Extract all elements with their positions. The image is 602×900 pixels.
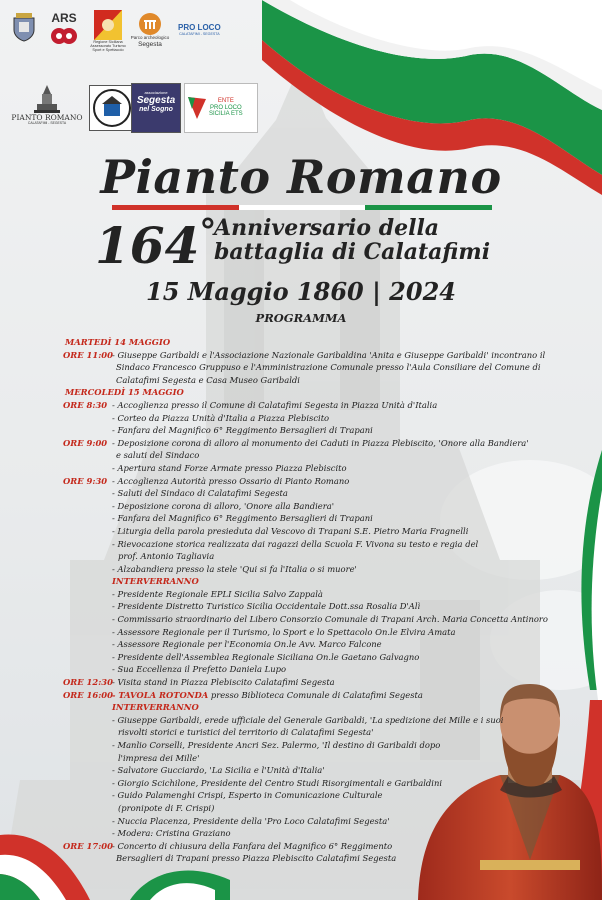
trinacria-icon — [94, 10, 122, 40]
regione-sicilia-logo — [86, 10, 130, 53]
entry-line: - Liturgia della parola presieduta dal Vescovo di Trapani S.E. Pietro Maria Fragnelli — [112, 525, 469, 536]
entry-line: - Concerto di chiusura della Fanfara del Magnifico 6° Reggimento — [112, 840, 393, 851]
speaker-line: - Modera: Cristina Graziano — [112, 828, 231, 839]
speaker-line: - Giorgio Scichilone, Presidente del Centro Studi Risorgimentali e Garibaldini — [112, 777, 443, 788]
monument-icon — [32, 84, 62, 114]
event-date: 15 Maggio 1860 | 2024 — [146, 277, 456, 306]
tavola-rotonda-label: - TAVOLA ROTONDA — [112, 689, 209, 700]
emblem-icon — [90, 86, 134, 130]
speaker-line: - Salvatore Gucciardo, 'La Sicilia e l'Unità d'Italia' — [112, 765, 325, 776]
pianto-romano-sub-text: CALATAFIMI - SEGESTA — [27, 121, 67, 126]
entry-time: ORE 17:00 — [63, 840, 113, 851]
entry-text — [112, 349, 563, 387]
entry-text: - Visita stand in Piazza Plebiscito Calatafimi Segesta — [112, 677, 335, 688]
red-band — [112, 205, 239, 210]
day-heading: MERCOLEDÌ 15 MAGGIO — [65, 387, 184, 398]
entry-text — [112, 399, 563, 437]
speaker-line: - Presidente dell'Assemblea Regionale Siciliana On.le Gaetano Galvagno — [112, 651, 420, 662]
poster-title: Pianto Romano — [100, 150, 502, 204]
entry-line: - Fanfara del Magnifico 6° Reggimento Bersaglieri di Trapani — [112, 513, 373, 524]
sicily-icon — [185, 93, 209, 123]
speakers-list — [112, 714, 563, 840]
anniv-line1: Anniversario della — [214, 215, 440, 241]
speaker-line: - Commissario straordinario del Libero Consorzio Comunale di Trapani Arch. Maria Concetta Antinoro — [112, 614, 548, 625]
entry-line: - Apertura stand Forze Armate presso Piazza Plebiscito — [112, 462, 347, 473]
program-entry — [63, 689, 563, 702]
entry-time: ORE 16:00 — [63, 689, 113, 700]
assoc-line2-text: Segesta — [136, 95, 176, 107]
entry-line: Sindaco Francesco Gruppuso e l'Amministrazione Comunale presso l'Aula Consiliare del Comune di — [116, 362, 541, 373]
program-entry — [63, 437, 563, 475]
entry-line: - Alzabandiera presso la stele 'Qui si fa l'Italia o si muore' — [112, 563, 357, 574]
parco-text: Parco archeologico — [130, 35, 170, 40]
speaker-line: (pronipote di F. Crispi) — [118, 802, 215, 813]
entry-text — [112, 437, 563, 475]
program-entry — [63, 399, 563, 437]
interverranno-heading: INTERVERRANNO — [112, 576, 199, 587]
parco-segesta-logo — [130, 12, 170, 48]
entry-line: - Saluti del Sindaco di Calatafimi Segesta — [112, 488, 288, 499]
program-entry — [63, 676, 563, 689]
speakers-list — [112, 588, 563, 676]
anniversary-subtitle — [214, 216, 490, 264]
entry-line: e saluti del Sindaco — [116, 450, 200, 461]
ars-logo — [50, 12, 78, 47]
entry-time: ORE 9:30 — [63, 475, 108, 486]
speaker-line: l'impresa dei Mille' — [118, 752, 200, 763]
entry-time: ORE 11:00 — [63, 349, 113, 360]
assoc-line3-text: nel Sogno — [139, 106, 173, 114]
entry-line: - Giuseppe Garibaldi e l'Associazione Nazionale Garibaldina 'Anita e Giuseppe Garibaldi' incontrano il — [112, 349, 546, 360]
entry-line: - Deposizione corona di alloro, 'Onore alla Bandiera' — [112, 500, 335, 511]
anniv-line2: battaglia di Calatafimi — [214, 239, 491, 265]
green-band — [365, 205, 492, 210]
programma-heading: PROGRAMMA — [255, 311, 347, 325]
segesta-text: Segesta — [138, 40, 162, 48]
entry-line: Bersaglieri di Trapani presso Piazza Plebiscito Calatafimi Segesta — [116, 853, 397, 864]
speaker-line: - Nuccia Placenza, Presidente della 'Pro Loco Calatafimi Segesta' — [112, 815, 390, 826]
interverranno-heading: INTERVERRANNO — [112, 702, 199, 713]
entry-line: presso Biblioteca Comunale di Calatafimi Segesta — [208, 689, 423, 700]
ente-line2-text: PRO LOCO — [210, 104, 242, 111]
entry-line: Calatafimi Segesta e Casa Museo Garibaldi — [116, 374, 300, 385]
speaker-line: - Assessore Regionale per il Turismo, lo Sport e lo Spettacolo On.le Elvira Amata — [112, 626, 456, 637]
comune-crest-logo — [10, 12, 38, 42]
speaker-line: - Presidente Regionale EPLI Sicilia Salvo Zappalà — [112, 588, 323, 599]
anniversary-number — [95, 212, 217, 275]
day-heading: MARTEDÌ 14 MAGGIO — [65, 337, 171, 347]
proloco-sub-text: CALATAFIMI - SEGESTA — [179, 31, 220, 36]
pianto-romano-text: PIANTO ROMANO — [11, 113, 83, 122]
entry-line: - Fanfara del Magnifico 6° Reggimento Bersaglieri di Trapani — [112, 425, 373, 436]
program-entry — [63, 475, 563, 576]
number-text: 164 — [95, 216, 200, 275]
pianto-romano-logo — [8, 84, 86, 126]
entry-line: - Deposizione corona di alloro al monumento dei Caduti in Piazza Plebiscito, 'Onore alla Bandiera' — [112, 437, 529, 448]
degree-sign: ° — [199, 212, 217, 252]
entry-line: - Rievocazione storica realizzata dai ragazzi della Scuola F. Vivona su testo e regia del — [112, 538, 479, 549]
entry-line: - Corteo da Piazza Unità d'Italia a Piazza Plebiscito — [112, 412, 330, 423]
speaker-line: - Manlio Corselli, Presidente Ancri Sez. Palermo, 'Il destino di Garibaldi dopo — [112, 740, 441, 750]
speaker-line: - Sua Eccellenza il Prefetto Daniela Lupo — [112, 664, 287, 675]
tricolor-underline — [112, 205, 492, 210]
speaker-line: - Presidente Distretto Turistico Sicilia Occidentale Dott.ssa Rosalia D'Alì — [112, 601, 421, 612]
speaker-line: - Assessore Regionale per l'Economia On.le Avv. Marco Falcone — [112, 639, 382, 650]
crest-icon — [10, 12, 38, 42]
entry-time: ORE 12:30 — [63, 677, 113, 688]
entry-text — [112, 840, 563, 865]
program-entry — [63, 349, 563, 387]
entry-time: ORE 8:30 — [63, 399, 108, 410]
assoc-line1-text: associazione — [144, 90, 168, 95]
entry-text — [112, 475, 563, 576]
program-entry — [63, 840, 563, 865]
program-list — [63, 336, 563, 865]
ente-line1-text: ENTE — [217, 98, 234, 105]
proloco-text: PRO LOCO — [178, 23, 221, 32]
ente-proloco-logo — [184, 83, 258, 133]
speaker-line: - Guido Palamenghi Crispi, Esperto in Comunicazione Culturale — [112, 790, 383, 801]
entry-line: prof. Antonio Tagliavia — [118, 551, 215, 562]
sicilia-text: Regione Siciliana Assessorato Turismo Sport e Spettacolo — [90, 40, 126, 53]
ars-text: ARS — [51, 11, 77, 25]
ars-mark-icon — [50, 25, 78, 47]
proloco-logo — [178, 24, 221, 37]
association-emblem-logo — [89, 85, 135, 131]
speaker-line: - Giuseppe Garibaldi, erede ufficiale del Generale Garibaldi, 'La spedizione dei Mille e i suoi — [112, 714, 504, 725]
ente-line3-text: SICILIA ETS — [209, 111, 243, 118]
entry-line: - Accoglienza Autorità presso Ossario di Pianto Romano — [112, 475, 350, 486]
entry-text — [112, 689, 563, 702]
entry-line: - Accoglienza presso il Comune di Calatafimi Segesta in Piazza Unità d'Italia — [112, 399, 438, 410]
segesta-nel-sogno-logo — [131, 83, 181, 133]
entry-time: ORE 9:00 — [63, 437, 108, 448]
white-band — [239, 205, 366, 210]
temple-icon — [138, 12, 162, 36]
speaker-line: risvolti storici e turistici del territorio di Calatafimi Segesta' — [118, 727, 374, 738]
